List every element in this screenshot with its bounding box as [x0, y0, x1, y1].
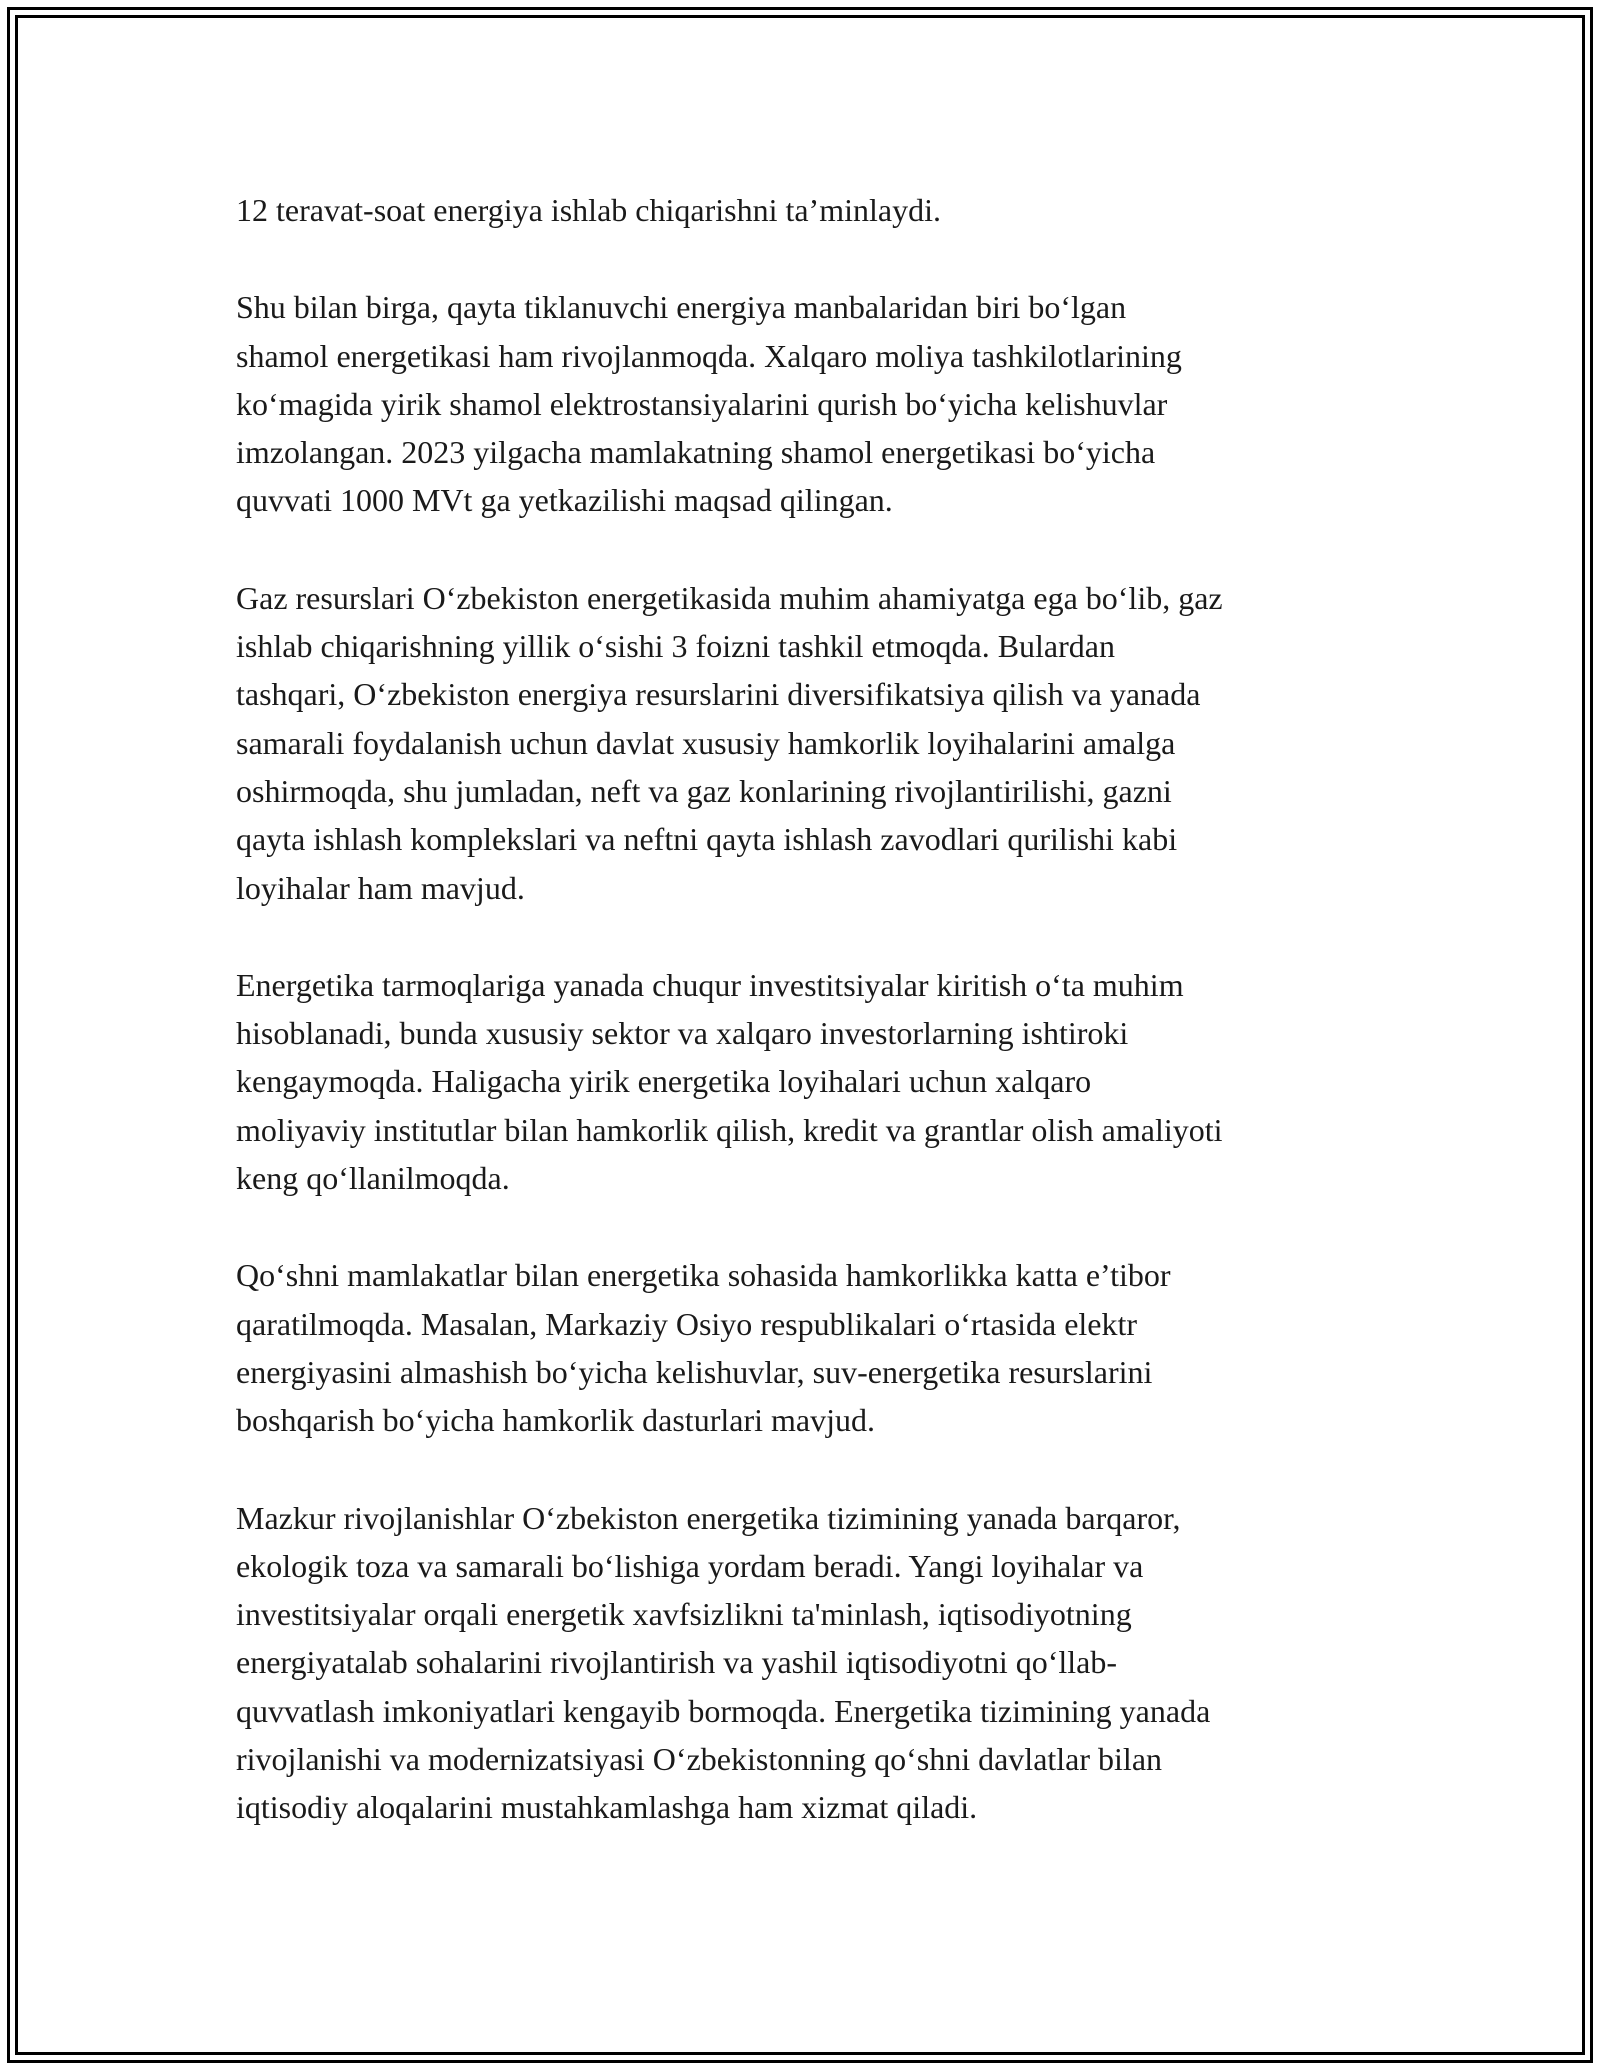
text-line: Mazkur rivojlanishlar O‘zbekiston energetika tizimining yanada barqaror, — [236, 1499, 1181, 1536]
text-line: samarali foydalanish uchun davlat xususiy hamkorlik loyihalarini amalga — [236, 724, 1176, 761]
text-line: ko‘magida yirik shamol elektrostansiyalarini qurish bo‘yicha kelishuvlar — [236, 385, 1168, 422]
text-line: hisoblanadi, bunda xususiy sektor va xalqaro investorlarning ishtiroki — [236, 1015, 1129, 1052]
text-line: oshirmoqda, shu jumladan, neft va gaz konlarining rivojlantirilishi, gazni — [236, 772, 1172, 809]
text-line: Gaz resurslari O‘zbekiston energetikasida muhim ahamiyatga ega bo‘lib, gaz — [236, 579, 1223, 616]
text-line: quvvati 1000 MVt ga yetkazilishi maqsad qilingan. — [236, 482, 893, 519]
text-line: investitsiyalar orqali energetik xavfsizlikni ta'minlash, iqtisodiyotning — [236, 1596, 1132, 1633]
text-line: shamol energetikasi ham rivojlanmoqda. Xalqaro moliya tashkilotlarining — [236, 337, 1182, 374]
text-line: loyihalar ham mavjud. — [236, 869, 525, 906]
text-line: Qo‘shni mamlakatlar bilan energetika sohasida hamkorlikka katta e’tibor — [236, 1257, 1171, 1294]
text-line: moliyaviy institutlar bilan hamkorlik qilish, kredit va grantlar olish amaliyoti — [236, 1111, 1223, 1148]
text-line: qaratilmoqda. Masalan, Markaziy Osiyo respublikalari o‘rtasida elektr — [236, 1305, 1138, 1342]
text-line: energiyatalab sohalarini rivojlantirish va yashil iqtisodiyotni qo‘llab- — [236, 1644, 1117, 1681]
paragraph-4 — [236, 961, 1386, 1202]
paragraph-3 — [236, 574, 1386, 912]
text-line: tashqari, O‘zbekiston energiya resurslarini diversifikatsiya qilish va yanada — [236, 676, 1201, 713]
text-line: Energetika tarmoqlariga yanada chuqur investitsiyalar kiritish o‘ta muhim — [236, 966, 1184, 1003]
text-line: Shu bilan birga, qayta tiklanuvchi energiya manbalaridan biri bo‘lgan — [236, 289, 1127, 326]
paragraph-5 — [236, 1251, 1386, 1444]
document-body — [236, 186, 1386, 1881]
text-line: 12 teravat-soat energiya ishlab chiqarishni ta’minlaydi. — [236, 192, 941, 228]
text-line: energiyasini almashish bo‘yicha kelishuvlar, suv-energetika resurslarini — [236, 1353, 1153, 1390]
paragraph-2 — [236, 283, 1386, 524]
text-line: keng qo‘llanilmoqda. — [236, 1160, 510, 1197]
text-line: iqtisodiy aloqalarini mustahkamlashga ham xizmat qiladi. — [236, 1789, 978, 1826]
text-line: quvvatlash imkoniyatlari kengayib bormoqda. Energetika tizimining yanada — [236, 1692, 1211, 1729]
text-line: kengaymoqda. Haligacha yirik energetika loyihalari uchun xalqaro — [236, 1063, 1092, 1100]
paragraph-1 — [236, 186, 1386, 234]
text-line: ekologik toza va samarali bo‘lishiga yordam beradi. Yangi loyihalar va — [236, 1547, 1144, 1584]
text-line: boshqarish bo‘yicha hamkorlik dasturlari mavjud. — [236, 1402, 875, 1439]
paragraph-6 — [236, 1494, 1386, 1832]
text-line: imzolangan. 2023 yilgacha mamlakatning shamol energetikasi bo‘yicha — [236, 434, 1156, 471]
text-line: rivojlanishi va modernizatsiyasi O‘zbekistonning qo‘shni davlatlar bilan — [236, 1741, 1163, 1778]
text-line: ishlab chiqarishning yillik o‘sishi 3 foizni tashkil etmoqda. Bulardan — [236, 628, 1115, 665]
text-line: qayta ishlash komplekslari va neftni qayta ishlash zavodlari qurilishi kabi — [236, 821, 1178, 858]
